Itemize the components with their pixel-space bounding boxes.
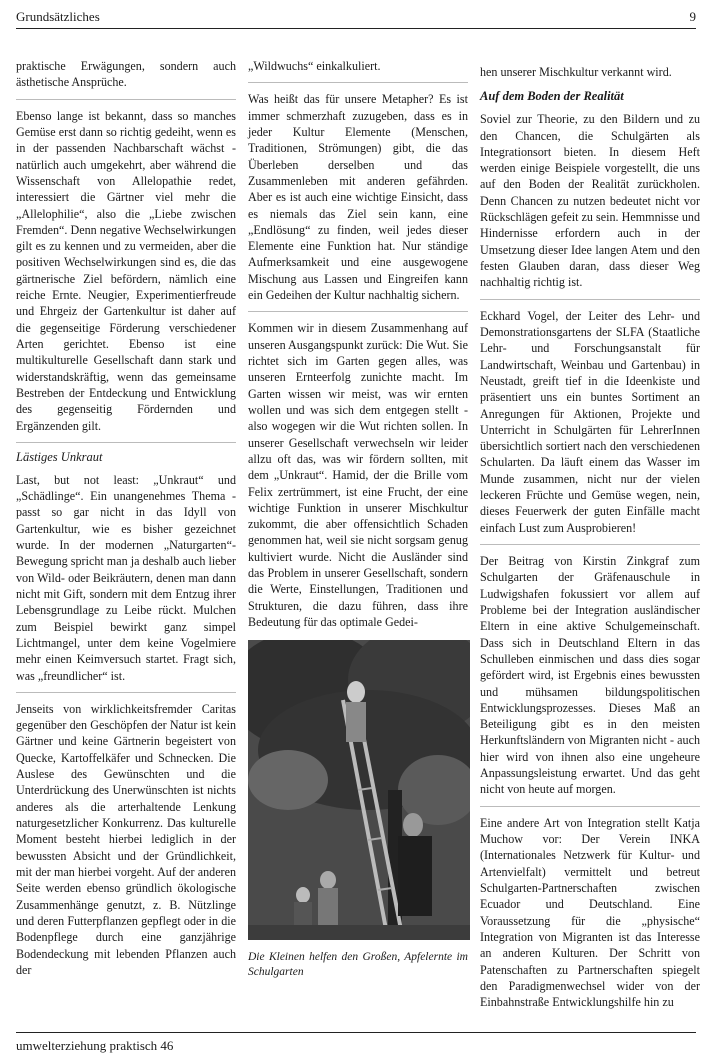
divider <box>480 544 700 545</box>
paragraph: Eine andere Art von Integration stellt Katja Muchow vor: Der Verein INKA (Internationales Netzwerk für Kultur- und Artenvielfalt) vermittelt und betreut Schulgarten-Partnerschaften zwischen Ecuador und Deutschland. Eine Voraussetzung für die „physische“ Integration von Migranten ist das Interesse an anderen Kulturen. Der Schritt von Patenschaften zu Partnerschaften spiegelt den Paradigmenwechsel wider von der Einbahnstraße Entwicklungshilfe hin zu <box>480 815 700 1010</box>
paragraph: Soviel zur Theorie, zu den Bildern und zu den Chancen, die Schulgärten als Integrationsort bieten. In diesem Heft werden einige Beispiele vorgestellt, die uns auf den Boden der Realität zurückholen. Denn Chancen zu nutzen bedeutet nicht vor Rückschlägen gefeit zu sein. Hemmnisse und Hindernisse erfordern auch in der Umsetzung dieser Idee langen Atem und den festen Glauben daran, dass dieser Weg nachhaltig richtig ist. <box>480 112 700 290</box>
paragraph: Last, but not least: „Unkraut“ und „Schädlinge“. Ein unangenehmes Thema - passt so gar nicht in das Idyll von Gartenkultur, wie es bisher gezeichnet wurde. In der modernen „Naturgarten“-Bewegung spricht man ja deshalb auch lieber von Wild- oder Beikräutern, denen man dann nicht mit Gift, sondern mit dem Entzug ihrer Lebensgrundlage zu Leibe rückt. Mulchen zum Beispiel bewirkt ganz simpel Lichtmangel, unter dem keine Vogelmiere mehr einen Keimversuch startet. Fragt sich, was „freundlicher“ ist. <box>16 472 236 683</box>
paragraph: Was heißt das für unsere Metapher? Es ist immer schmerzhaft zuzugeben, dass es in jeder Kultur Elemente (Menschen, Traditionen, Strömungen) gibt, die das Überleben derselben und das Zusammenleben mit anderen gefährden. Aber es ist auch eine wichtige Einsicht, dass es niemals das Ziel sein kann, eine „Endlösung“ zu finden, weil jedes dieser Elemente eine Funktion hat. Nur ständige Aufmerksamkeit und eine ausgewogene Mischung aus Lassen und Eingreifen kann ein Gedeihen der Kultur nachhaltig sichern. <box>248 92 468 303</box>
publication-name: umwelterziehung praktisch 46 <box>16 1038 174 1053</box>
paragraph: Kommen wir in diesem Zusammenhang auf unseren Ausgangspunkt zurück: Die Wut. Sie richtet sich im Garten gegen alles, was unseren Ernteerfolg zunichte macht. Im Garten wissen wir meist, was wir ernten wollen und was sich dem entgegen stellt - also wogegen wir die Wut richten sollen. In unserer Gesellschaft verwechseln wir leider allzu oft das, was wir fördern sollten, mit dem „Unkraut“. Hamid, der die Brille vom Felix zertrümmert, ist eine Frucht, der eine wichtige Funktion in unserer Mischkultur zukommt, die aber offensichtlich Schaden genommen hat, weil sie nicht sorgsam genug kultiviert wurde. Nicht die Ausländer sind das Problem in unserer Gesellschaft, sondern die Werte, Einstellungen, Traditionen und Strukturen, die dazu führen, dass ihre Bedeutung für das optimale Gedei- <box>248 321 468 629</box>
paragraph: hen unserer Mischkultur verkannt wird. <box>480 65 672 79</box>
paragraph: praktische Erwägungen, sondern auch ästhetische Ansprüche. <box>16 59 236 90</box>
divider <box>16 692 236 693</box>
page-number: 9 <box>689 9 696 24</box>
divider <box>16 99 236 100</box>
paragraph: Jenseits von wirklichkeitsfremder Caritas gegenüber den Geschöpfen der Natur ist kein Gärtner und keine Gärtnerin begeistert von Quecke, Kartoffelkäfer und Schnecken. Die Auslese des Gewünschten und die Unterdrückung des Unerwünschten ist nichts anderes als die arterhaltende Lenkung naturgesetzlicher Konkurrenz. Das kulturelle Moment besteht hierbei lediglich in der bewussten Absicht und der Gründlichkeit, mit der man hierbei vorgeht. Auf der anderen Seite werden ebenso gründlich ökologische Zusammenhänge genutzt, z. B. Nützlinge und deren Futterpflanzen gepflegt oder in die Bodenpflege durch eine ganzjährige Bodendeckung mit lebenden Pflanzen auch der <box>16 701 236 977</box>
subheading: Lästiges Unkraut <box>16 442 236 466</box>
divider <box>248 311 468 312</box>
column-3 <box>480 64 700 1018</box>
page-header <box>16 6 696 29</box>
apple-harvest-photo <box>248 640 470 940</box>
divider <box>480 299 700 300</box>
paragraph: „Wildwuchs“ einkalkuliert. <box>248 59 381 73</box>
divider <box>480 806 700 807</box>
paragraph: Eckhard Vogel, der Leiter des Lehr- und Demonstrationsgartens der SLFA (Staatliche Lehr- und Forschungsanstalt für Landwirtschaft, Weinbau und Gartenbau) in Neustadt, greift tief in die Ideenkiste und präsentiert uns ein buntes Sortiment an Anregungen für Aktionen, Projekte und Unterricht in Schulgärten für LehrerInnen übersichtlich sortiert nach den verschiedenen Schularten. Da läuft einem das Wasser im Munde zusammen, nicht nur der vielen leckeren Früchte und Gemüse wegen, nein, dieses Feuerwerk der guten Einfälle macht einfach Lust zum Ausprobieren! <box>480 308 700 535</box>
paragraph: Ebenso lange ist bekannt, dass so manches Gemüse erst dann so richtig gedeiht, wenn es in der passenden Nachbarschaft wächst - natürlich auch umgekehrt, aber während die Wissenschaft von Allelopathie redet, interessiert die Gärtner viel mehr die „Allelophilie“, also die „Liebe zwischen Fremden“. Denn negative Wechselwirkungen gilt es zu kennen und zu vermeiden, aber die positiven Wechselwirkungen sind es, die das gärtnerische Ziel befördern, nämlich eine reiche Ernte. Neugier, Experimentierfreude und Ehrgeiz der Gartenkultur ist daher auf die gegenseitige Förderung verschiedener Arten gerichtet. Ebenso ist eine multikulturelle Gesellschaft dann stark und widerstandskräftig, wenn das gemeinsame Bestreben der Entdeckung und Entwicklung des gegenseitig Fördernden und Ergänzenden gilt. <box>16 108 236 433</box>
column-2 <box>248 58 468 980</box>
photo-illustration <box>248 640 470 940</box>
paragraph: Der Beitrag von Kirstin Zinkgraf zum Schulgarten der Gräfenauschule in Ludwigshafen fokussiert vor allem auf Probleme bei der Integration ausländischer Eltern in eine aktive Schulgemeinschaft. Dass sich in Deutschland Eltern in das Schulleben einmischen und dass dies sogar gefördert wird, ist Ergebnis eines bewussten und mühsamen bildungspolitischen Entwicklungsprozesses. Dieses Maß an Beteiligung gibt es in den meisten Herkunftsländern von Migranten nicht - auch hier wird von ihnen also eine ungeheure Anpassungsleistung erwartet. Und das geht nicht von heute auf morgen. <box>480 554 700 797</box>
page-footer <box>16 1032 696 1054</box>
subheading: Auf dem Boden der Realität <box>480 89 624 104</box>
divider <box>248 82 468 83</box>
column-1 <box>16 58 236 986</box>
photo-caption: Die Kleinen helfen den Großen, Apfelernte im Schulgarten <box>248 951 468 979</box>
section-title: Grundsätzliches <box>16 9 100 24</box>
